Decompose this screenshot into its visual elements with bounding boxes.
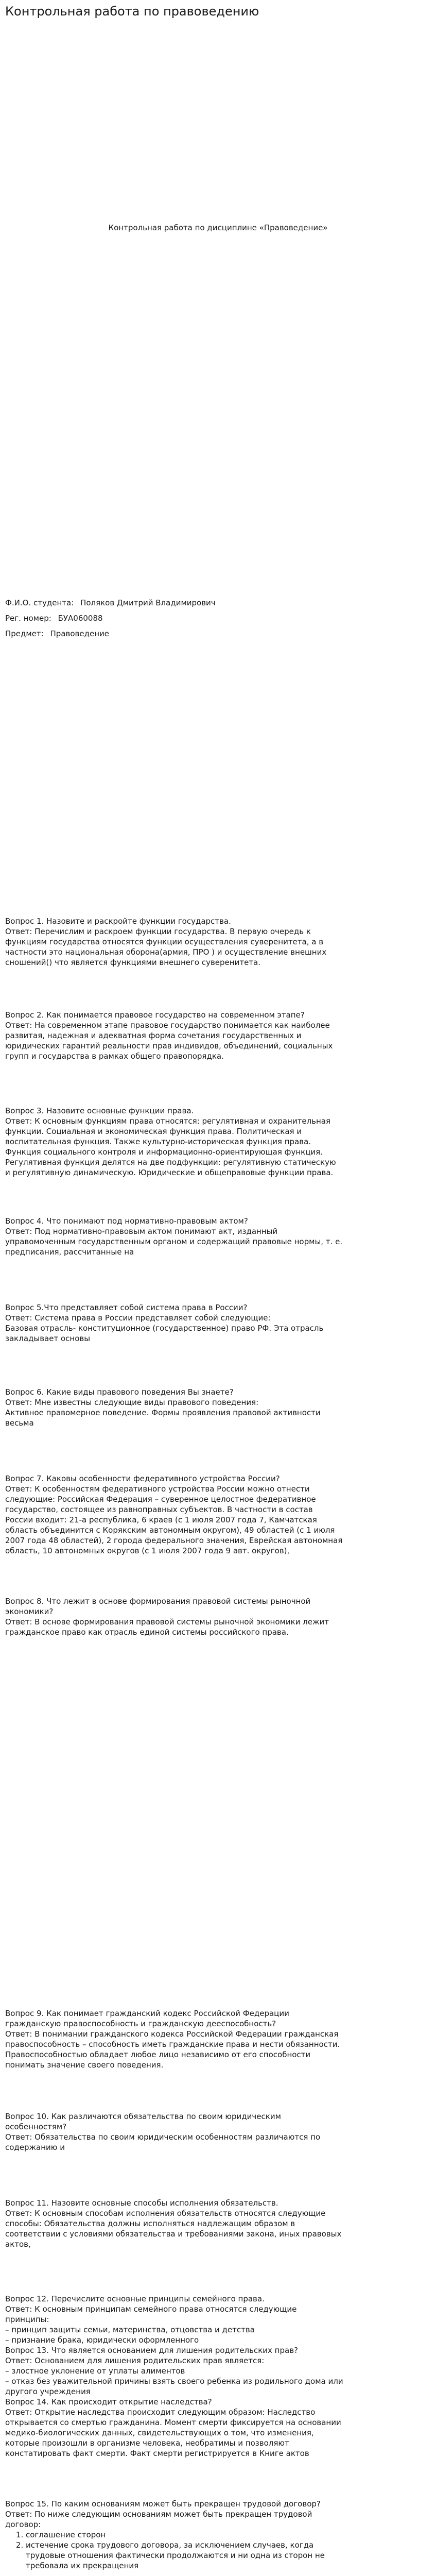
qa-line: – злостное уклонение от уплаты алиментов xyxy=(5,2366,185,2376)
qa-line: другого учреждения xyxy=(5,2387,91,2396)
qa-line: Вопрос 8. Что лежит в основе формирования правовой системы рыночной xyxy=(5,1597,311,1606)
qa-line: содержанию и xyxy=(5,2143,65,2152)
subject-row xyxy=(5,629,109,639)
page-title: Контрольная работа по правоведению xyxy=(5,4,259,19)
qa-line: актов, xyxy=(5,2240,31,2249)
qa-line: государство, состоящее из равноправных субъектов. В частности в состав xyxy=(5,1505,313,1514)
qa-line: Вопрос 1. Назовите и раскройте функции государства. xyxy=(5,917,231,926)
qa-line: – принцип защиты семьи, материнства, отцовства и детства xyxy=(5,2325,255,2334)
qa-line: сношений() что является функциями внешнего суверенитета. xyxy=(5,958,260,967)
qa-line: Ответ: Обязательства по своим юридическим особенностям различаются по xyxy=(5,2132,321,2142)
qa-line: Ответ: К особенностям федеративного устройства России можно отнести xyxy=(5,1484,310,1494)
qa-line: Вопрос 15. По каким основаниям может быть прекращен трудовой договор? xyxy=(5,2499,321,2509)
question-6 xyxy=(5,1387,432,1428)
qa-line: Регулятивная функция делятся на две подфункции: регулятивную статическую xyxy=(5,1158,336,1167)
reg-value: БУА060088 xyxy=(58,614,103,623)
qa-line: способы: Обязательства должны исполняться надлежащим образом в xyxy=(5,2219,295,2228)
qa-line: Ответ: Система права в России представляет собой следующие: xyxy=(5,1313,271,1323)
qa-line: Ответ: Мне известны следующие виды правового поведения: xyxy=(5,1398,259,1407)
reg-number-row xyxy=(5,613,103,623)
qa-line: принципы: xyxy=(5,2315,49,2324)
qa-line: Вопрос 12. Перечислите основные принципы семейного права. xyxy=(5,2294,265,2303)
question-15 xyxy=(5,2499,432,2571)
qa-line: групп и государства в рамках общего правопорядка. xyxy=(5,1052,224,1061)
qa-line: экономики? xyxy=(5,1607,54,1616)
qa-line: – признание брака, юридически оформленного xyxy=(5,2335,199,2345)
question-5 xyxy=(5,1302,432,1344)
qa-line: Правоспособностью обладает любое лицо независимо от его способности xyxy=(5,2050,311,2059)
question-4 xyxy=(5,1216,432,1257)
qa-line: Вопрос 14. Как происходит открытие наследства? xyxy=(5,2397,212,2406)
qa-line: Вопрос 4. Что понимают под нормативно-правовым актом? xyxy=(5,1216,248,1226)
subject-label: Предмет: xyxy=(5,629,44,638)
qa-line: Базовая отрасль- конституционное (государственное) право РФ. Эта отрасль xyxy=(5,1324,324,1333)
termination-grounds-list xyxy=(5,2530,432,2571)
qa-line: развитая, надежная и адекватная форма сочетания государственных и xyxy=(5,1031,302,1040)
list-item: 1. соглашение сторон xyxy=(26,2530,432,2540)
qa-line: Ответ: В понимании гражданского кодекса Российской Федерации гражданская xyxy=(5,2029,339,2039)
qa-line: понимать значение своего поведения. xyxy=(5,2060,164,2070)
list-item: 2. истечение срока трудового договора, за исключением случаев, когда xyxy=(26,2540,432,2550)
qa-line: особенностям? xyxy=(5,2122,67,2131)
qa-line: Ответ: К основным функциям права относятся: регулятивная и охранительная xyxy=(5,1116,331,1126)
question-7 xyxy=(5,1473,432,1556)
qa-line: воспитательная функция. Также культурно-историческая функция права. xyxy=(5,1137,311,1146)
question-1 xyxy=(5,916,432,968)
qa-line: Ответ: В основе формирования правовой системы рыночной экономики лежит xyxy=(5,1617,329,1626)
qa-line: медико-биологических данных, свидетельствующих о том, что изменения, xyxy=(5,2428,314,2437)
qa-line: предписания, рассчитанные на xyxy=(5,1247,134,1257)
qa-line: Ответ: На современном этапе правовое государство понимается как наиболее xyxy=(5,1021,330,1030)
qa-line: Функция социального контроля и информационно-ориентирующая функция. xyxy=(5,1147,323,1157)
qa-line: Ответ: Основанием для лишения родительских прав является: xyxy=(5,2356,265,2365)
qa-line: Ответ: Открытие наследства происходит следующим образом: Наследство xyxy=(5,2408,316,2417)
qa-line: гражданское право как отрасль единой системы российского права. xyxy=(5,1628,289,1637)
subject-heading: Контрольная работа по дисциплине «Правоведение» xyxy=(108,223,328,232)
questions-12-14 xyxy=(5,2294,432,2459)
qa-line: которые произошли в организме человека, необратимы и позволяют xyxy=(5,2438,289,2448)
qa-line: Вопрос 6. Какие виды правового поведения Вы знаете? xyxy=(5,1387,234,1397)
list-item-continuation: трудовые отношения фактически продолжаются и ни одна из сторон не xyxy=(26,2551,325,2560)
qa-line: область объединится с Корякским автономным округом), 49 областей (с 1 июля xyxy=(5,1526,335,1535)
student-name-row xyxy=(5,598,216,608)
qa-line: весьма xyxy=(5,1418,34,1428)
qa-line: соответствии с условиями обязательства и требованиями закона, иных правовых xyxy=(5,2229,342,2239)
qa-line: Вопрос 10. Как различаются обязательства по своим юридическим xyxy=(5,2112,281,2121)
qa-line: России входит: 21-а республика, 6 краев (с 1 июля 2007 года 7, Камчатская xyxy=(5,1515,317,1524)
question-9 xyxy=(5,2008,432,2070)
qa-line: функции. Социальная и экономическая функция права. Политическая и xyxy=(5,1127,302,1136)
qa-line: и регулятивную динамическую. Юридические и общеправовые функции права. xyxy=(5,1168,334,1177)
qa-line: Вопрос 2. Как понимается правовое государство на современном этапе? xyxy=(5,1010,305,1020)
qa-line: 2007 года 48 областей), 2 города федерального значения, Еврейская автономная xyxy=(5,1536,343,1545)
qa-line: Вопрос 13. Что является основанием для лишения родительских прав? xyxy=(5,2346,298,2355)
qa-line: функциям государства относятся функции осуществления суверенитета, а в xyxy=(5,937,324,946)
subject-value: Правоведение xyxy=(50,629,109,638)
qa-line: правоспособность – способность иметь гражданские права и нести обязанности. xyxy=(5,2040,340,2049)
qa-line: – отказ без уважительной причины взять своего ребенка из родильного дома или xyxy=(5,2377,343,2386)
qa-line: следующие: Российская Федерация – суверенное целостное федеративное xyxy=(5,1495,316,1504)
qa-line: констатировать факт смерти. Факт смерти регистрируется в Книге актов xyxy=(5,2449,309,2458)
list-item-continuation: требовала их прекращения xyxy=(26,2561,139,2570)
qa-line: Ответ: К основным способам исполнения обязательств относятся следующие xyxy=(5,2209,326,2218)
qa-line: Ответ: К основным принципам семейного права относятся следующие xyxy=(5,2304,297,2314)
qa-line: Вопрос 9. Как понимает гражданский кодекс Российской Федерации xyxy=(5,2009,289,2018)
qa-line: Вопрос 11. Назовите основные способы исполнения обязательств. xyxy=(5,2198,278,2208)
qa-line: область, 10 автономных округов (с 1 июля 2007 года 9 авт. округов), xyxy=(5,1546,290,1555)
qa-line: юридических гарантий реальности прав индивидов, объединений, социальных xyxy=(5,1041,333,1050)
reg-label: Рег. номер: xyxy=(5,614,51,623)
student-label: Ф.И.О. студента: xyxy=(5,598,74,607)
qa-line: частности это национальная оборона(армия, ПРО ) и осуществление внешних xyxy=(5,947,327,957)
question-3 xyxy=(5,1106,432,1178)
qa-line: Вопрос 3. Назовите основные функции права. xyxy=(5,1106,194,1115)
qa-line: Вопрос 7. Каковы особенности федеративного устройства России? xyxy=(5,1474,280,1483)
qa-line: Ответ: Под нормативно-правовым актом понимают акт, изданный xyxy=(5,1227,278,1236)
question-8 xyxy=(5,1596,432,1637)
qa-line: Ответ: Перечислим и раскроем функции государства. В первую очередь к xyxy=(5,927,311,936)
qa-line: Ответ: По ниже следующим основаниям может быть прекращен трудовой xyxy=(5,2510,312,2519)
qa-line: Вопрос 5.Что представляет собой система права в России? xyxy=(5,1303,248,1312)
qa-line: управомоченным государственным органом и содержащий правовые нормы, т. е. xyxy=(5,1237,343,1246)
qa-line: открывается со смертью гражданина. Момент смерти фиксируется на основании xyxy=(5,2418,341,2427)
qa-line: закладывает основы xyxy=(5,1334,91,1343)
qa-line: договор: xyxy=(5,2520,41,2529)
question-10 xyxy=(5,2111,432,2153)
student-value: Поляков Дмитрий Владимирович xyxy=(80,598,216,607)
question-2 xyxy=(5,1010,432,1061)
question-11 xyxy=(5,2198,432,2249)
qa-line: Активное правомерное поведение. Формы проявления правовой активности xyxy=(5,1408,321,1417)
qa-line: гражданскую правоспособность и гражданскую дееспособность? xyxy=(5,2019,276,2028)
